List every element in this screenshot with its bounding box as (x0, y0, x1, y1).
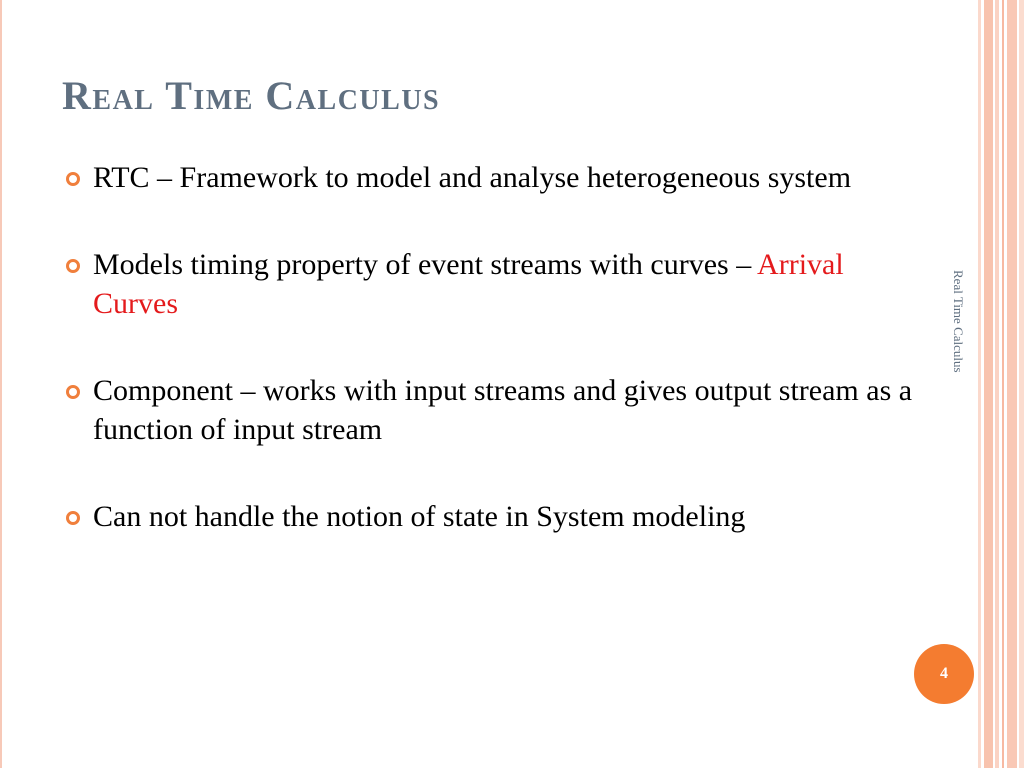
bullet-circle-icon (66, 511, 80, 525)
bullet-text: Can not handle the notion of state in System modeling (93, 500, 746, 533)
decor-stripe (978, 0, 981, 768)
bullet-highlight-text: Arrival Curves (93, 248, 844, 320)
decor-stripe (1007, 0, 1017, 768)
page-number-badge (914, 644, 974, 704)
bullet-text: RTC – Framework to model and analyse heterogeneous system (93, 161, 852, 194)
slide-title: Real Time Calculus (62, 73, 441, 118)
decor-stripe (1019, 0, 1024, 768)
decor-stripe (984, 0, 993, 768)
bullet-circle-icon (66, 172, 80, 186)
bullet-list (66, 158, 916, 584)
bullet-item (66, 158, 916, 197)
bullet-text: Models timing property of event streams with curves – (93, 248, 758, 281)
decor-stripe (995, 0, 999, 768)
bullet-text: Component – works with input streams and gives output stream as a function of input stream (93, 374, 913, 446)
bullet-item (66, 497, 916, 536)
page-number: 4 (940, 665, 948, 682)
bullet-item (66, 371, 916, 449)
decor-stripe (1002, 0, 1004, 768)
bullet-circle-icon (66, 385, 80, 399)
bullet-circle-icon (66, 259, 80, 273)
left-border (0, 0, 2, 768)
vertical-footer-label: Real Time Calculus (951, 270, 966, 373)
bullet-item (66, 245, 916, 323)
